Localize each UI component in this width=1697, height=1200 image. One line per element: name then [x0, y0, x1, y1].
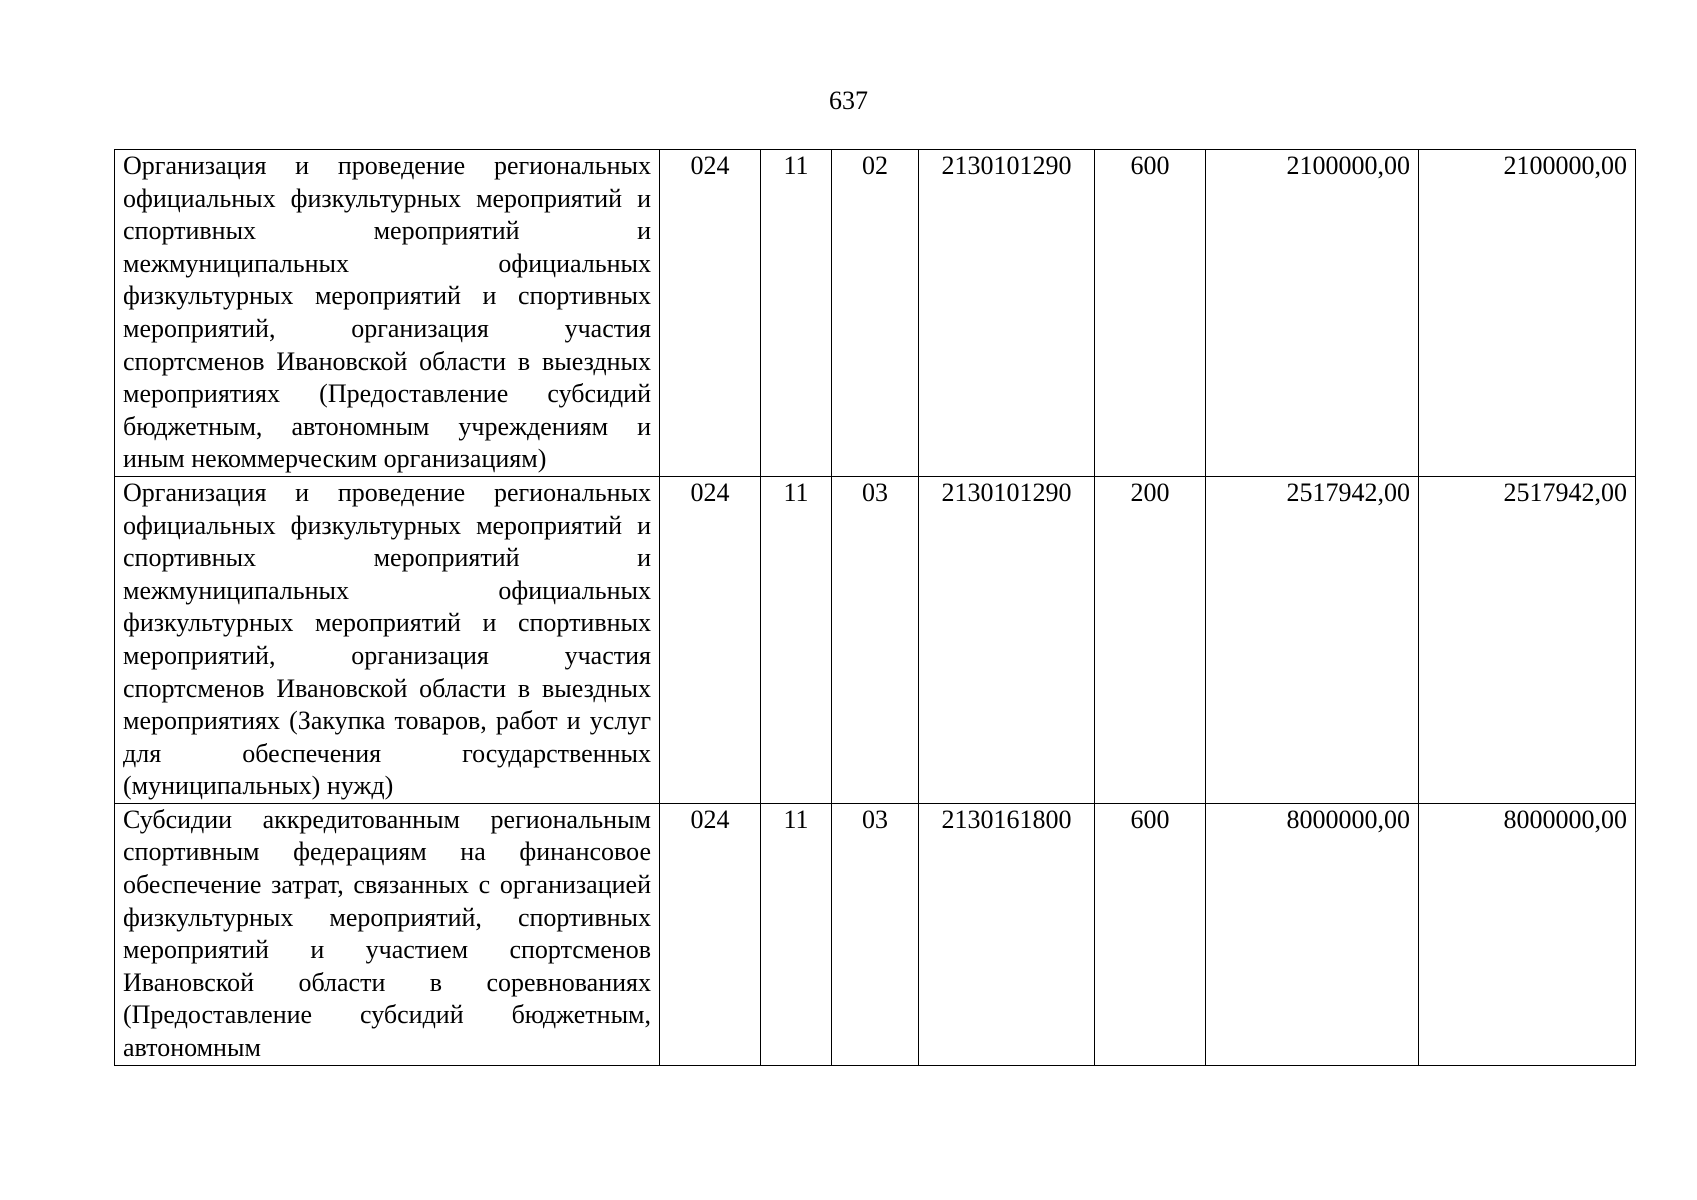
grbs-code: 024	[660, 476, 761, 803]
row-description: Организация и проведение региональных официальных физкультурных мероприятий и спортивных мероприятий и межмуниципальных официальных физкультурных мероприятий и спортивных мероприятий, организация участия спортсменов Ивановской области в выездных мероприятиях (Предоставление субсидий бюджетным, автономным учреждениям и иным некоммерческим организациям)	[115, 150, 660, 477]
expense-type-code: 200	[1095, 476, 1206, 803]
target-article-code: 2130161800	[919, 803, 1095, 1065]
target-article-code: 2130101290	[919, 476, 1095, 803]
subsection-code: 03	[832, 476, 919, 803]
row-description: Субсидии аккредитованным региональным спортивным федерациям на финансовое обеспечение затрат, связанных с организацией физкультурных мероприятий, спортивных мероприятий и участием спортсменов Ивановской области в соревнованиях (Предоставление субсидий бюджетным, автономным	[115, 803, 660, 1065]
table-row	[115, 476, 1636, 803]
budget-table	[114, 149, 1636, 1066]
grbs-code: 024	[660, 803, 761, 1065]
expense-type-code: 600	[1095, 803, 1206, 1065]
grbs-code: 024	[660, 150, 761, 477]
sum-year-2: 2517942,00	[1419, 476, 1636, 803]
section-code: 11	[761, 476, 832, 803]
subsection-code: 02	[832, 150, 919, 477]
page-number: 637	[829, 86, 868, 115]
sum-year-1: 2100000,00	[1206, 150, 1419, 477]
sum-year-1: 8000000,00	[1206, 803, 1419, 1065]
sum-year-2: 8000000,00	[1419, 803, 1636, 1065]
sum-year-2: 2100000,00	[1419, 150, 1636, 477]
subsection-code: 03	[832, 803, 919, 1065]
section-code: 11	[761, 803, 832, 1065]
expense-type-code: 600	[1095, 150, 1206, 477]
row-description: Организация и проведение региональных официальных физкультурных мероприятий и спортивных мероприятий и межмуниципальных официальных физкультурных мероприятий и спортивных мероприятий, организация участия спортсменов Ивановской области в выездных мероприятиях (Закупка товаров, работ и услуг для обеспечения государственных (муниципальных) нужд)	[115, 476, 660, 803]
table-row	[115, 150, 1636, 477]
sum-year-1: 2517942,00	[1206, 476, 1419, 803]
table-row	[115, 803, 1636, 1065]
section-code: 11	[761, 150, 832, 477]
target-article-code: 2130101290	[919, 150, 1095, 477]
